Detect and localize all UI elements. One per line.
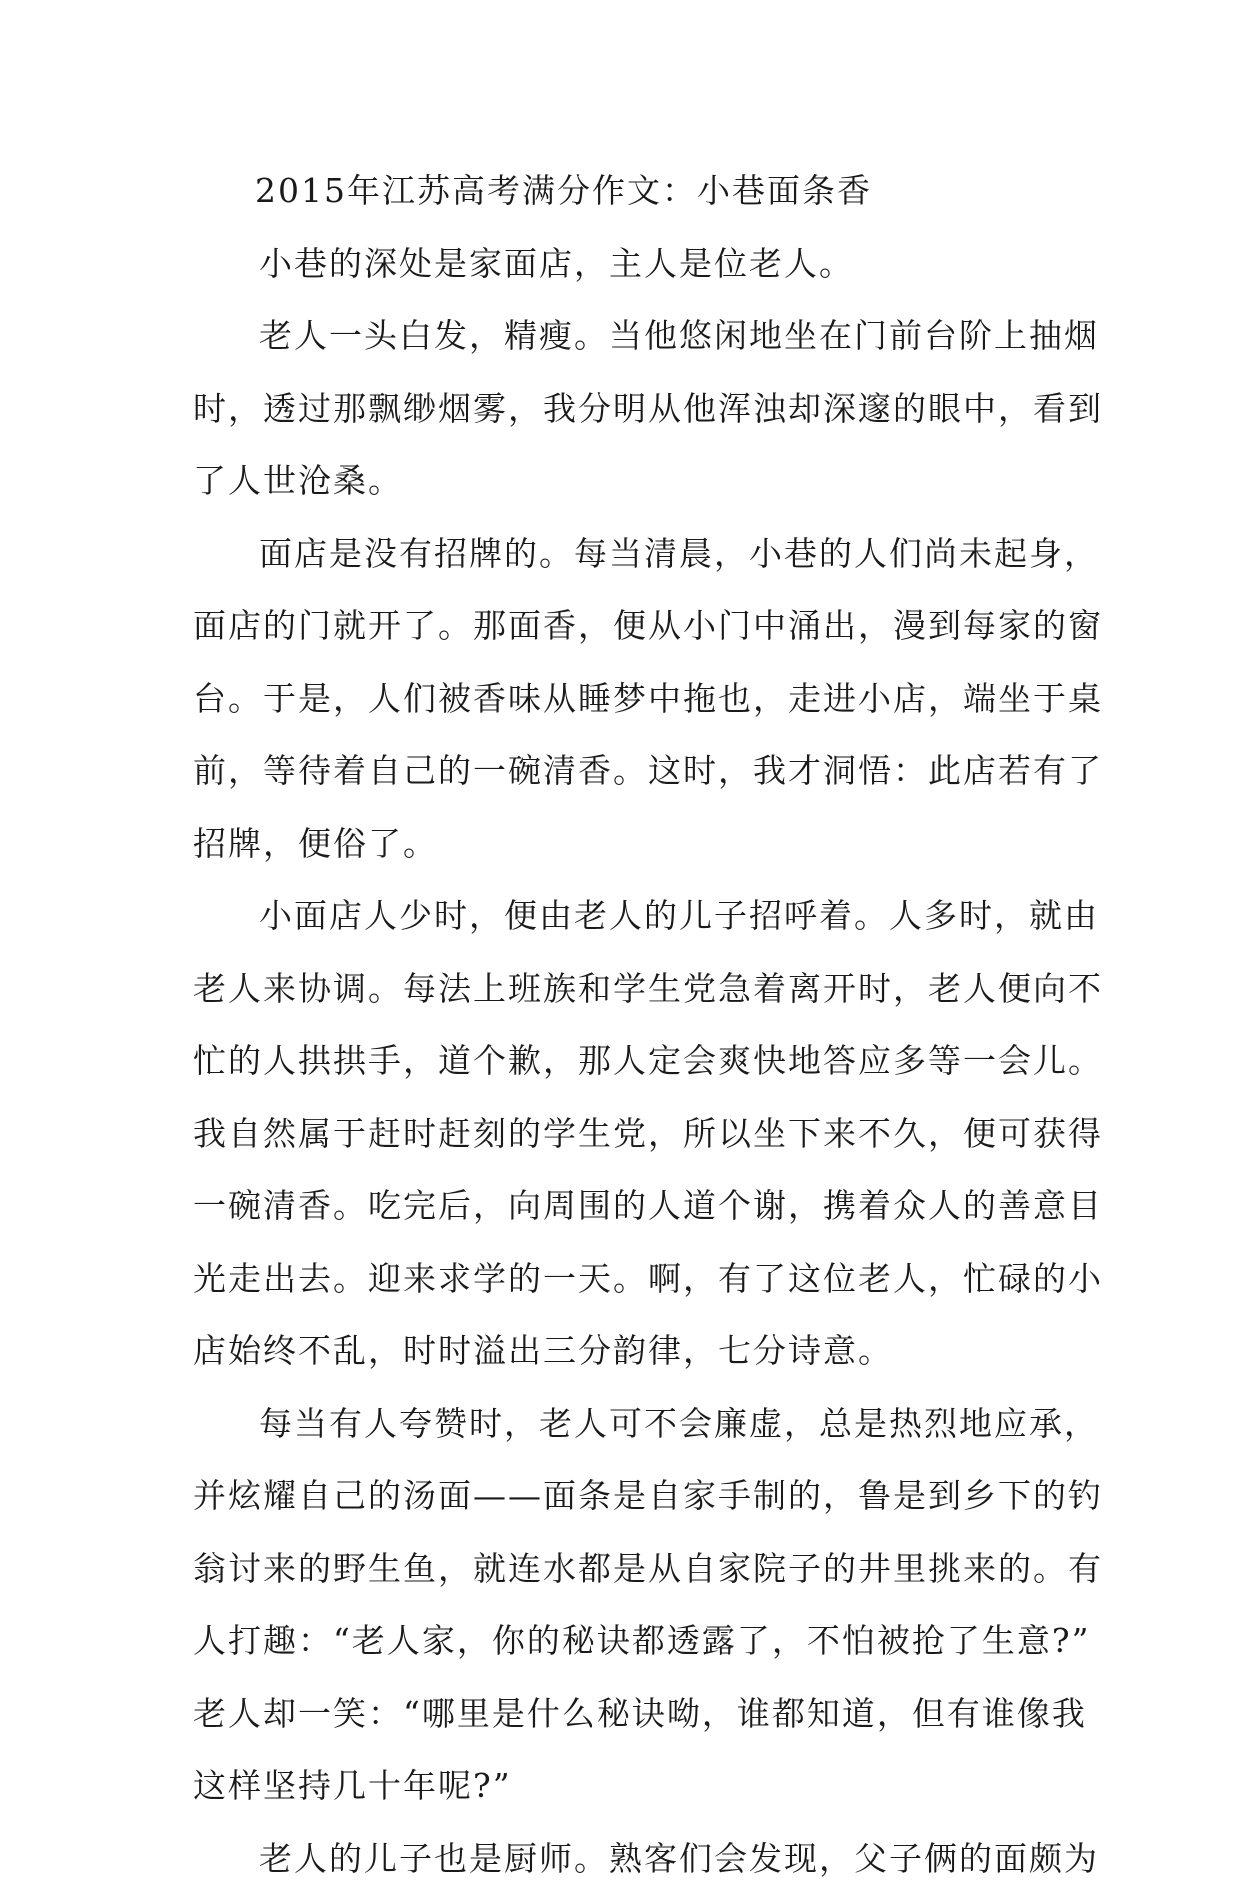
- paragraph-line: 小巷的深处是家面店，主人是位老人。: [193, 228, 1053, 301]
- paragraph-line: 老人一头白发，精瘦。当他悠闲地坐在门前台阶上抽烟: [193, 300, 1053, 373]
- paragraph-line: 面店的门就开了。那面香，便从小门中涌出，漫到每家的窗: [193, 590, 1053, 663]
- paragraph-line: 招牌，便俗了。: [193, 808, 1053, 881]
- paragraph-line: 每当有人夸赞时，老人可不会廉虚，总是热烈地应承，: [193, 1388, 1053, 1461]
- paragraph-line: 面店是没有招牌的。每当清晨，小巷的人们尚未起身，: [193, 518, 1053, 591]
- paragraph-line: 并炫耀自己的汤面——面条是自家手制的，鲁是到乡下的钓: [193, 1460, 1053, 1533]
- paragraph-line: 老人的儿子也是厨师。熟客们会发现，父子俩的面颇为: [193, 1823, 1053, 1895]
- paragraph-line: 小面店人少时，便由老人的儿子招呼着。人多时，就由: [193, 880, 1053, 953]
- document-body: [193, 155, 1053, 1895]
- paragraph-line: 忙的人拱拱手，道个歉，那人定会爽快地答应多等一会儿。: [193, 1025, 1053, 1098]
- paragraph-line: 人打趣：“老人家，你的秘诀都透露了，不怕被抢了生意?”: [193, 1605, 1053, 1678]
- document-title: 2015年江苏高考满分作文：小巷面条香: [193, 155, 1053, 228]
- paragraph-line: 我自然属于赶时赶刻的学生党，所以坐下来不久，便可获得: [193, 1098, 1053, 1171]
- paragraph-line: 光走出去。迎来求学的一天。啊，有了这位老人，忙碌的小: [193, 1243, 1053, 1316]
- paragraph-line: 翁讨来的野生鱼，就连水都是从自家院子的井里挑来的。有: [193, 1533, 1053, 1606]
- paragraph-line: 一碗清香。吃完后，向周围的人道个谢，携着众人的善意目: [193, 1170, 1053, 1243]
- paragraph-line: 了人世沧桑。: [193, 445, 1053, 518]
- paragraph-line: 老人却一笑：“哪里是什么秘诀呦，谁都知道，但有谁像我: [193, 1678, 1053, 1751]
- paragraph-line: 老人来协调。每法上班族和学生党急着离开时，老人便向不: [193, 953, 1053, 1026]
- paragraph-line: 时，透过那飘缈烟雾，我分明从他浑浊却深邃的眼中，看到: [193, 373, 1053, 446]
- paragraph-line: 这样坚持几十年呢?”: [193, 1750, 1053, 1823]
- paragraph-line: 台。于是，人们被香味从睡梦中拖也，走进小店，端坐于桌: [193, 663, 1053, 736]
- paragraph-line: 店始终不乱，时时溢出三分韵律，七分诗意。: [193, 1315, 1053, 1388]
- paragraph-line: 前，等待着自己的一碗清香。这时，我才洞悟：此店若有了: [193, 735, 1053, 808]
